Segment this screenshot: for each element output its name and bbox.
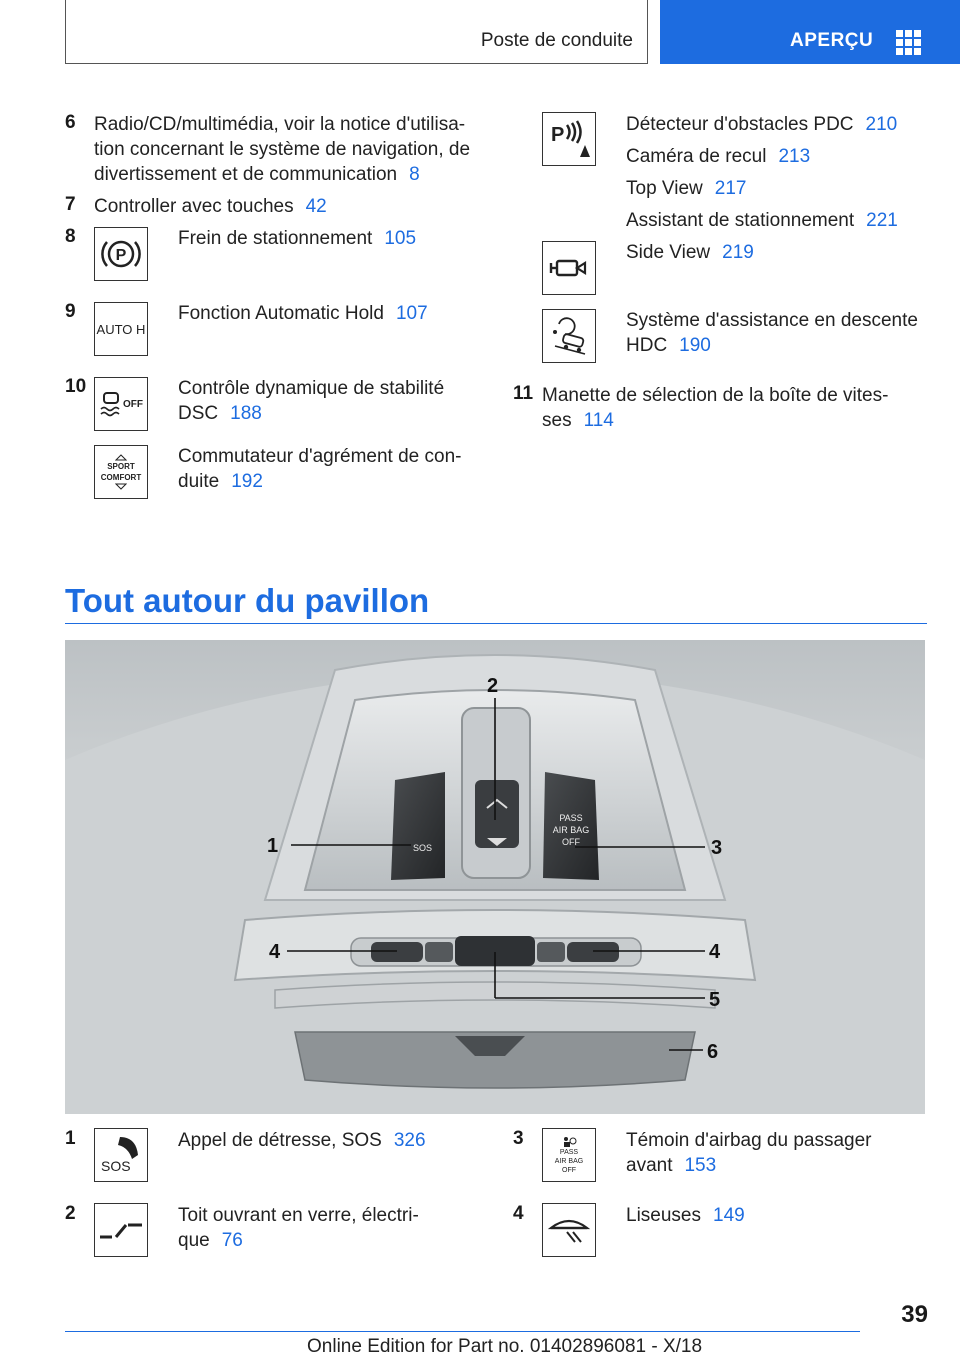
page-ref-link[interactable]: 188 — [230, 403, 262, 424]
item-number: 4 — [513, 1203, 524, 1224]
item-number: 2 — [65, 1203, 76, 1224]
page-ref-link[interactable]: 107 — [395, 303, 428, 324]
overview-nav-button[interactable] — [660, 0, 960, 64]
page-ref-link[interactable]: 8 — [409, 164, 420, 185]
item-text: Liseuses 149 — [626, 1205, 745, 1226]
item-text: Témoin d'airbag du passager avant 153 — [626, 1130, 872, 1176]
svg-text:PASS: PASS — [559, 813, 583, 823]
page-ref-link[interactable]: 105 — [384, 228, 417, 249]
page-number: 39 — [901, 1301, 928, 1328]
item-number: 1 — [65, 1128, 76, 1149]
page-ref-link[interactable]: 192 — [231, 471, 263, 492]
svg-text:P: P — [115, 247, 127, 264]
item-text: Appel de détresse, SOS 326 — [178, 1130, 426, 1151]
passenger-airbag-icon: PASS AIR BAG OFF — [542, 1128, 596, 1182]
pdc-icon — [542, 112, 596, 166]
svg-text:P: P — [551, 124, 565, 146]
svg-text:SOS: SOS — [101, 1158, 131, 1174]
page-ref-link[interactable]: 149 — [713, 1205, 745, 1226]
sport-comfort-icon: SPORT COMFORT — [94, 445, 148, 499]
page-ref-link[interactable]: 213 — [778, 146, 811, 167]
item-text: Frein de stationnement 105 — [178, 228, 417, 249]
item-number: 3 — [513, 1128, 524, 1149]
sos-icon — [94, 1128, 148, 1182]
side-view-camera-icon — [542, 241, 596, 295]
callout-number: 2 — [487, 675, 499, 697]
item-text: Détecteur d'obstacles PDC 210 — [626, 114, 898, 135]
callout-number: 5 — [709, 989, 721, 1011]
page-ref-link[interactable]: 219 — [722, 242, 754, 263]
page-ref-link[interactable]: 217 — [714, 178, 747, 199]
auto-hold-icon: AUTO H — [94, 302, 148, 356]
page-ref-link[interactable]: 221 — [866, 210, 898, 231]
svg-text:AIR BAG: AIR BAG — [552, 825, 590, 835]
callout-number: 4 — [269, 941, 281, 963]
item-text: Caméra de recul 213 — [626, 146, 811, 167]
item-number: 11 — [513, 383, 534, 404]
item-text: Système d'assistance en descente HDC 190 — [626, 310, 918, 356]
page-ref-link[interactable]: 326 — [393, 1130, 426, 1151]
callout-number: 1 — [267, 835, 279, 857]
page-ref-link[interactable]: 190 — [679, 335, 711, 356]
item-text: Controller avec touches 42 — [94, 196, 327, 217]
svg-text:OFF: OFF — [562, 837, 580, 847]
item-text: Commutateur d'agrément de con- duite 192 — [178, 446, 462, 492]
svg-text:SOS: SOS — [413, 843, 433, 853]
section-title: Tout autour du pavillon — [65, 582, 430, 619]
parking-brake-icon — [94, 227, 148, 281]
page-ref-link[interactable]: 76 — [221, 1230, 243, 1251]
callout-number: 4 — [709, 941, 721, 963]
footer-text: Online Edition for Part no. 01402896081 - X/18 — [307, 1336, 703, 1357]
page-ref-link[interactable]: 210 — [865, 114, 898, 135]
dsc-off-icon: OFF — [94, 377, 148, 431]
item-number: 7 — [65, 194, 76, 215]
callout-number: 6 — [707, 1041, 719, 1063]
item-text: Side View 219 — [626, 242, 754, 263]
item-number: 6 — [65, 112, 76, 133]
item-text: Manette de sélection de la boîte de vites- ses 114 — [542, 385, 889, 431]
reading-light-icon — [542, 1203, 596, 1257]
header-section-title: Poste de conduite — [480, 30, 633, 51]
item-number: 10 — [65, 376, 87, 397]
page-ref-link[interactable]: 153 — [684, 1155, 717, 1176]
callout-number: 3 — [711, 837, 723, 859]
hdc-icon — [542, 309, 596, 363]
grid-icon — [896, 30, 921, 55]
item-number: 8 — [65, 226, 76, 247]
sunroof-icon — [94, 1203, 148, 1257]
roof-console-photo — [65, 640, 925, 1114]
item-text: Contrôle dynamique de stabilité DSC 188 — [178, 378, 445, 424]
section-divider — [65, 623, 927, 624]
item-text: Assistant de stationnement 221 — [626, 210, 898, 231]
footer-divider — [65, 1331, 860, 1332]
item-text: Radio/CD/multimédia, voir la notice d'utilisa- tion concernant le système de navigation, de divertissement et de communication 8 — [94, 114, 471, 185]
item-text: Top View 217 — [626, 178, 747, 199]
page-ref-link[interactable]: 42 — [305, 196, 327, 217]
page-ref-link[interactable]: 114 — [583, 410, 614, 431]
item-number: 9 — [65, 301, 76, 322]
item-text: Fonction Automatic Hold 107 — [178, 303, 428, 324]
header-section-tab — [65, 0, 648, 64]
overview-nav-label: APERÇU — [790, 30, 874, 51]
item-text: Toit ouvrant en verre, électri- que 76 — [178, 1205, 419, 1251]
